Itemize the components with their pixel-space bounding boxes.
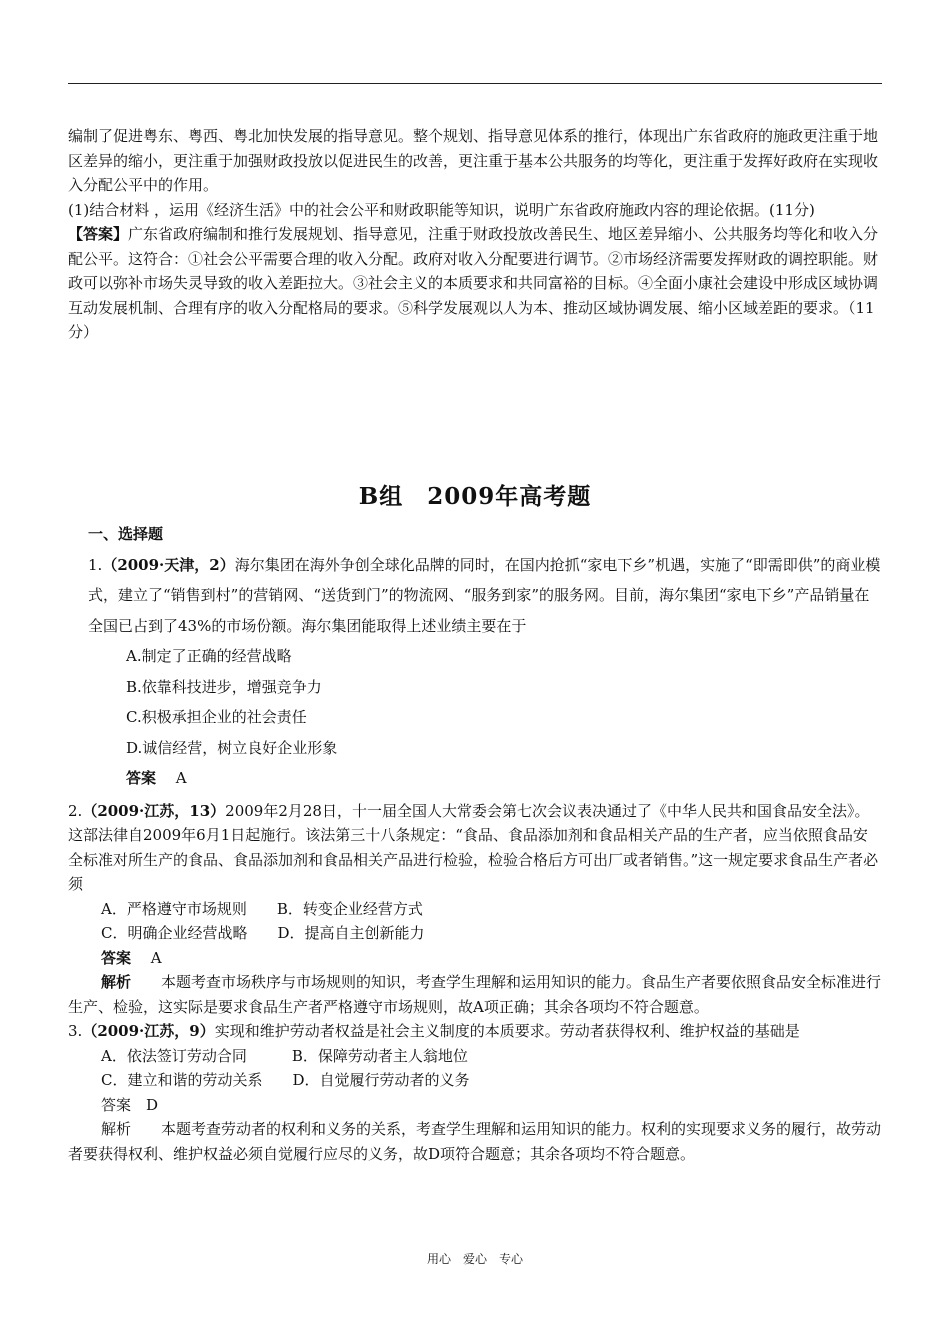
top-section [68, 124, 882, 345]
section-title: B组 2009年高考题 [358, 483, 592, 510]
question-block-3 [68, 1019, 882, 1166]
q3-options-row-2: C．建立和谐的劳动关系 D．自觉履行劳动者的义务 [101, 1071, 470, 1089]
q3-analysis-label: 解析 [101, 1120, 132, 1138]
q3-source: （2009·江苏，9） [82, 1022, 215, 1040]
q3-analysis-text: 本题考查劳动者的权利和义务的关系，考查学生理解和运用知识的能力。权利的实现要求义务的履行，故劳动者要获得权利、维护权益必须自觉履行应尽的义务，故D项符合题意；其余各项均不符合题意。 [68, 1120, 882, 1163]
q1-option-b: B.依靠科技进步，增强竞争力 [126, 677, 322, 696]
q1-number: 1. [88, 555, 103, 574]
q3-analysis [68, 1117, 882, 1166]
q2-source: （2009·江苏，13） [82, 801, 226, 820]
q1-stem [68, 550, 882, 642]
q2-options-row-2: C．明确企业经营战略 D．提高自主创新能力 [101, 924, 425, 942]
q2-text: 2009年2月28日，十一届全国人大常委会第七次会议表决通过了《中华人民共和国食品安全法》。这部法律自2009年6月1日起施行。该法第三十八条规定：“食品、食品添加剂和食品相关产品的生产者，应当依照食品安全标准对所生产的食品、食品添加剂和食品相关产品进行检验，检验合格后方可出厂或者销售。”这一规定要求食品生产者必须 [68, 801, 879, 893]
q2-answer [68, 946, 882, 971]
q2-analysis-label: 解析 [101, 973, 132, 991]
q3-number: 3. [68, 1022, 83, 1040]
material-paragraph: 编制了促进粤东、粤西、粤北加快发展的指导意见。整个规划、指导意见体系的推行，体现出广东省政府的施政更注重于地区差异的缩小，更注重于加强财政投放以促进民生的改善，更注重于基本公共服务的均等化，更注重于发挥好政府在实现收入分配公平中的作用。 [68, 127, 879, 194]
q3-answer [68, 1093, 882, 1118]
q1-answer [68, 763, 882, 794]
q1-answer-label: 答案 [126, 769, 157, 787]
q2-analysis-text: 本题考查市场秩序与市场规则的知识，考查学生理解和运用知识的能力。食品生产者要依照食品安全标准进行生产、检验，这实际是要求食品生产者严格遵守市场规则，故A项正确；其余各项均不符合题意。 [68, 973, 882, 1016]
answer-paragraph [68, 222, 882, 345]
subheading: 一、选择题 [88, 525, 164, 543]
q1-option-c: C.积极承担企业的社会责任 [126, 708, 307, 726]
question-block-1 [68, 550, 882, 794]
question-1: (1)结合材料 ，运用《经济生活》中的社会公平和财政职能等知识，说明广东省政府施政内容的理论依据。(11分) [68, 200, 815, 219]
q2-stem [68, 799, 882, 897]
choice-section [68, 522, 882, 1166]
header-rule [68, 83, 882, 84]
page-footer: 用心 爱心 专心 [426, 1252, 523, 1266]
q2-analysis [68, 970, 882, 1019]
q3-options-row-1: A．依法签订劳动合同 B．保障劳动者主人翁地位 [101, 1046, 468, 1065]
q3-text: 实现和维护劳动者权益是社会主义制度的本质要求。劳动者获得权利、维护权益的基础是 [214, 1022, 800, 1040]
question-block-2 [68, 799, 882, 1020]
q2-answer-value: A [150, 948, 162, 967]
q2-options-row-1: A．严格遵守市场规则 B．转变企业经营方式 [101, 899, 423, 918]
q1-text: 海尔集团在海外争创全球化品牌的同时，在国内抢抓“家电下乡”机遇，实施了“即需即供”的商业模式，建立了“销售到村”的营销网、“送货到门”的物流网、“服务到家”的服务网。目前，海尔集团“家电下乡”产品销量在全国已占到了43%的市场份额。海尔集团能取得上述业绩主要在于 [88, 555, 881, 635]
q1-source: （2009·天津，2） [102, 555, 235, 574]
answer-label: 【答案】 [68, 225, 129, 243]
q3-stem [68, 1019, 882, 1044]
q2-answer-label: 答案 [101, 948, 132, 967]
q1-option-d: D.诚信经营，树立良好企业形象 [126, 738, 338, 757]
answer-text: 广东省政府编制和推行发展规划、指导意见，注重于财政投放改善民生、地区差异缩小、公共服务均等化和收入分配公平。这符合：①社会公平需要合理的收入分配。政府对收入分配要进行调节。②市场经济需要发挥财政的调控职能。财政可以弥补市场失灵导致的收入差距拉大。③社会主义的本质要求和共同富裕的目标。④全面小康社会建设中形成区域协调互动发展机制、合理有序的收入分配格局的要求。⑤科学发展观以人为本、推动区域协调发展、缩小区域差距的要求。（11分） [68, 225, 879, 341]
q1-answer-value: A [175, 769, 187, 787]
q3-answer-value: D [146, 1095, 159, 1114]
q2-number: 2. [68, 801, 83, 820]
q3-answer-label: 答案 [101, 1095, 132, 1114]
q1-option-a: A.制定了正确的经营战略 [126, 647, 292, 665]
